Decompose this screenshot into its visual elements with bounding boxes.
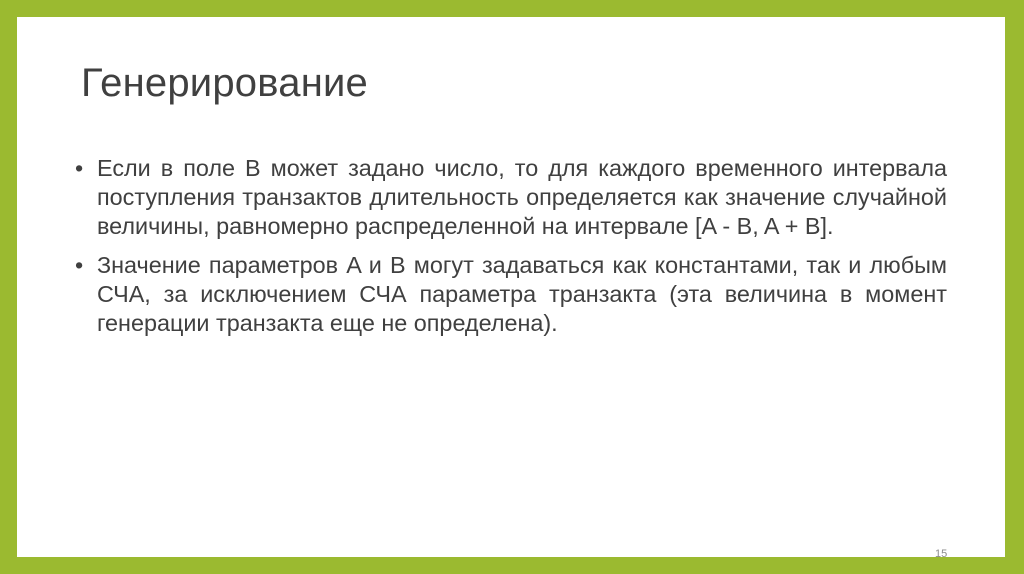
bullet-item: [75, 154, 947, 241]
slide-title: Генерирование: [81, 61, 368, 105]
slide: [17, 17, 1005, 560]
bullet-text: Значение параметров A и B могут задаваться как константами, так и любым СЧА, за исключением СЧА параметра транзакта (эта величина в момент генерации транзакта еще не определена).: [97, 252, 947, 336]
page-number: 15: [935, 548, 948, 560]
slide-content: [75, 154, 947, 348]
bullet-text: Если в поле B может задано число, то для каждого временного интервала поступления транзактов длительность определяется как значение случайной величины, равномерно распределенной на интервале [A - B, A + B].: [97, 155, 947, 239]
bullet-icon: •: [75, 155, 84, 181]
bullet-icon: •: [75, 252, 84, 278]
bullet-item: [75, 251, 947, 338]
